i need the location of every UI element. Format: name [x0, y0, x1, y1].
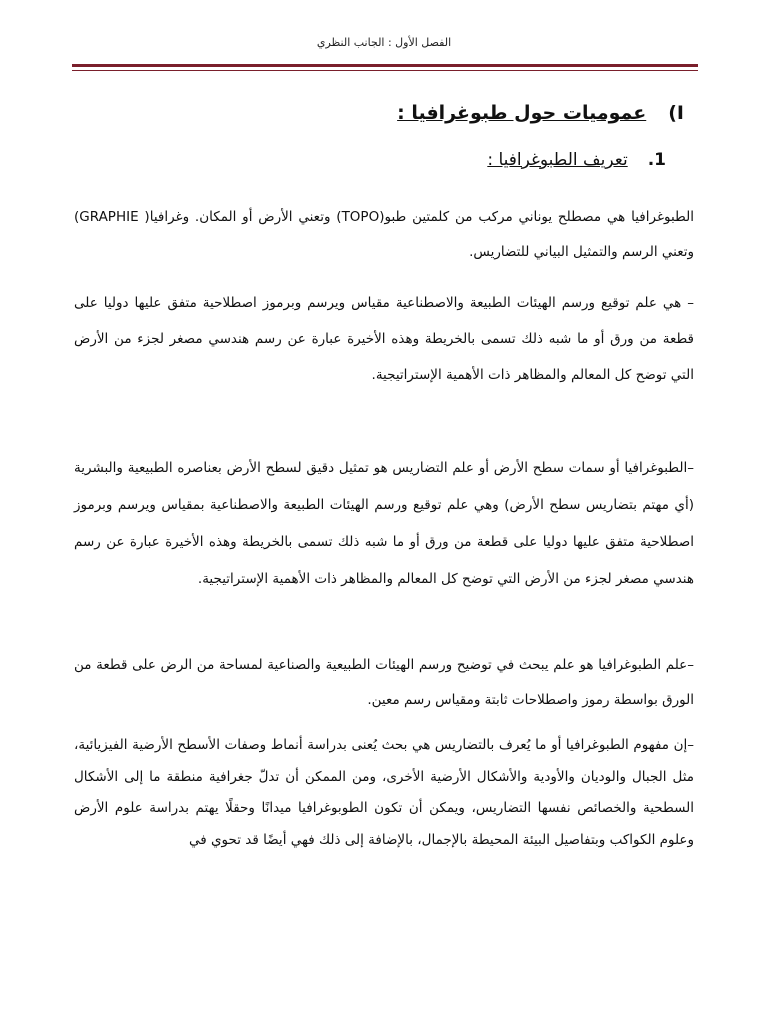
subsection-heading — [487, 150, 666, 170]
paragraph-definition — [74, 200, 694, 270]
subsection-number: 1. — [647, 150, 666, 170]
paragraph-text: –إن مفهوم الطبوغرافيا أو ما يُعرف بالتضاريس هي بحث يُعنى بدراسة أنماط وصفات الأسطح الأرضية الفيزيائية، مثل الجبال والوديان والأودية والأشكال الأرضية الأخرى، ومن الممكن أن تدلّ جغرافية منطقة ما إلى الأشكال السطحية والخصائص نفسها التضاريس، ويمكن أن تكون الطوبوغرافيا ميدانًا وحقلًا يهتم بدراسة علوم الأرض وعلوم الكواكب وبتفاصيل البيئة المحيطة بالإجمال، بالإضافة إلى ذلك فهي أيضًا قد تحوي في — [74, 737, 694, 848]
paragraph-text: –الطبوغرافيا أو سمات سطح الأرض أو علم التضاريس هو تمثيل دقيق لسطح الأرض بعناصره الطبيعية والبشرية (أي مهتم بتضاريس سطح الأرض) وهي علم توقيع ورسم الهيئات الطبيعة والاصطناعية بمقياس ويرسم وبرموز اصطلاحية متفق عليها دوليا على قطعة من ورق أو ما شبه ذلك تسمى بالخريطة وهذه الأخيرة عبارة عن رسم هندسي مصغر لجزء من الأرض التي توضح كل المعالم والمظاهر ذات الأهمية الإستراتيجية. — [74, 460, 694, 587]
paragraph-surface-features — [74, 450, 694, 598]
section-title: عموميات حول طبوغرافيا : — [397, 102, 647, 124]
paragraph-mapping — [74, 648, 694, 718]
header-rule-thin — [72, 70, 698, 71]
section-number: I) — [668, 102, 684, 124]
header-rule-thick — [72, 64, 698, 67]
paragraph-landforms — [74, 730, 694, 856]
paragraph-text: الطبوغرافيا هي مصطلح يوناني مركب من كلمتين طبو(TOPO) وتعني الأرض أو المكان. وغرافيا( GRAPHIE) وتعني الرسم والتمثيل البياني للتضاريس. — [74, 209, 694, 260]
paragraph-text: –علم الطبوغرافيا هو علم يبحث في توضيح ورسم الهيئات الطبيعية والصناعية لمساحة من الرض على قطعة من الورق بواسطة رموز واصطلاحات ثابتة ومقياس رسم معين. — [74, 657, 694, 708]
running-header: الفصل الأول : الجانب النظري — [316, 36, 452, 49]
paragraph-science — [74, 285, 694, 393]
subsection-title: تعريف الطبوغرافيا : — [487, 150, 628, 170]
section-heading — [397, 102, 684, 124]
paragraph-text: – هي علم توقيع ورسم الهيئات الطبيعة والاصطناعية مقياس ويرسم وبرموز اصطلاحية متفق عليها دوليا على قطعة من ورق أو ما شبه ذلك تسمى بالخريطة وهذه الأخيرة عبارة عن رسم هندسي مصغر لجزء من الأرض التي توضح كل المعالم والمظاهر ذات الأهمية الإستراتيجية. — [74, 295, 694, 383]
